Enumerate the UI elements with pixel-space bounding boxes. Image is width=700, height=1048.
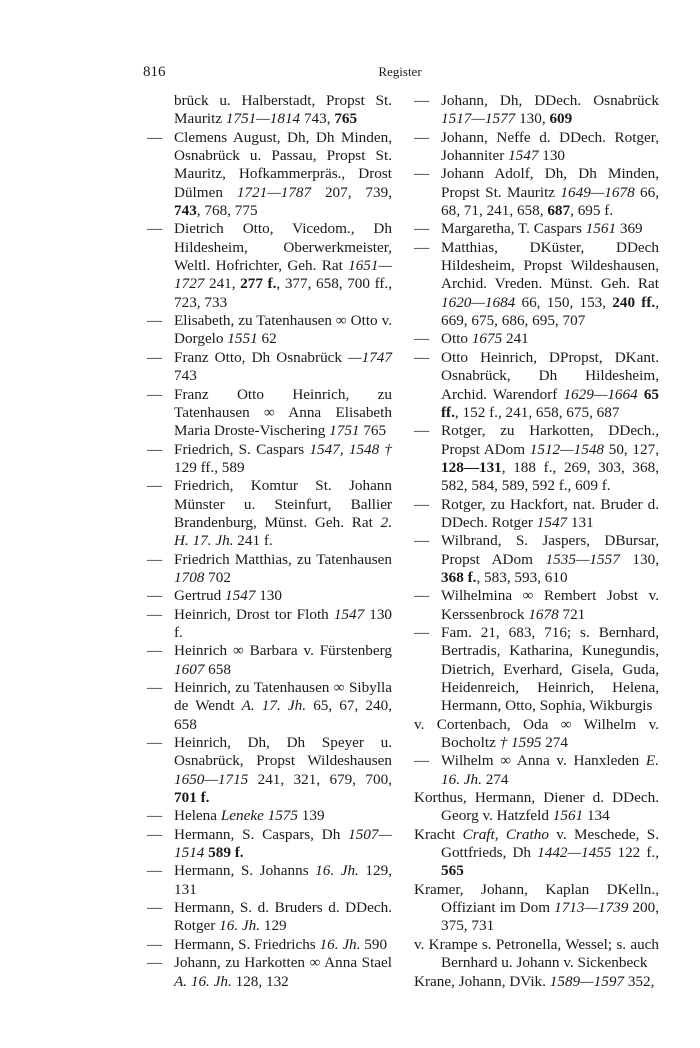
index-entry xyxy=(414,220,659,238)
entry-text: Hermann, S. d. Bruders d. DDech. Rotger 16. Jh. 129 xyxy=(174,899,392,935)
index-entry xyxy=(147,220,392,312)
index-entry xyxy=(414,716,659,753)
index-entry xyxy=(414,422,659,495)
index-entry xyxy=(414,587,659,624)
dash-marker: — xyxy=(414,348,430,366)
dash-marker: — xyxy=(147,954,163,972)
dash-marker: — xyxy=(414,422,430,440)
entry-text: Johann, zu Harkotten ∞ Anna Stael A. 16. Jh. 128, 132 xyxy=(174,954,392,990)
dash-marker: — xyxy=(414,532,430,550)
dash-marker: — xyxy=(147,312,163,330)
index-entry xyxy=(414,973,659,991)
entry-text: v. Krampe s. Petronella, Wessel; s. auch Bernhard u. Johann v. Sickenbeck xyxy=(414,935,659,972)
index-entry xyxy=(147,642,392,679)
index-entry xyxy=(147,936,392,954)
entry-text: Wilhelmina ∞ Rembert Jobst v. Kerssenbrock 1678 721 xyxy=(441,587,659,623)
dash-marker: — xyxy=(147,899,163,917)
dash-marker: — xyxy=(147,642,163,660)
entry-text: Friedrich, S. Caspars 1547, 1548 † 129 ff., 589 xyxy=(174,440,393,476)
dash-marker: — xyxy=(147,440,163,458)
dash-marker: — xyxy=(147,550,163,568)
dash-marker: — xyxy=(414,238,430,256)
entry-text: Margaretha, T. Caspars 1561 369 xyxy=(441,220,643,238)
index-entry xyxy=(414,532,659,587)
index-entry xyxy=(147,349,392,386)
index-entry xyxy=(147,606,392,643)
index-entry xyxy=(414,92,659,129)
entry-text: Heinrich ∞ Barbara v. Fürstenberg 1607 658 xyxy=(174,642,392,678)
entry-text: Hermann, S. Johanns 16. Jh. 129, 131 xyxy=(174,862,392,898)
index-entry xyxy=(414,129,659,166)
index-entry xyxy=(147,954,392,991)
index-entry xyxy=(414,752,659,789)
entry-text: Franz Otto Heinrich, zu Tatenhausen ∞ Anna Elisabeth Maria Droste-Vischering 1751 765 xyxy=(174,385,392,440)
index-entry xyxy=(147,679,392,734)
index-entry xyxy=(147,807,392,825)
dash-marker: — xyxy=(414,623,430,641)
index-entry xyxy=(414,239,659,331)
index-entry xyxy=(414,624,659,716)
entry-text: Heinrich, Drost tor Floth 1547 130 f. xyxy=(174,605,393,641)
dash-marker: — xyxy=(147,587,163,605)
entry-text: Otto 1675 241 xyxy=(441,330,529,348)
entry-text: Hermann, S. Friedrichs 16. Jh. 590 xyxy=(174,935,388,953)
dash-marker: — xyxy=(147,605,163,623)
entry-text: Krane, Johann, DVik. 1589—1597 352, xyxy=(414,972,655,990)
index-column-left xyxy=(147,92,392,991)
entry-text: Johann, Dh, DDech. Osnabrück 1517—1577 130, 609 xyxy=(441,92,659,128)
entry-text: Fam. 21, 683, 716; s. Bernhard, Bertradis, Katharina, Kunegundis, Dietrich, Everhard, Gisela, Guda, Heidenreich, Heinrich, Helena, Hermann, Otto, Sophia, Wikburgis xyxy=(441,623,659,715)
dash-marker: — xyxy=(147,220,163,238)
entry-text: Franz Otto, Dh Osnabrück —1747 743 xyxy=(174,348,392,385)
entry-text: Clemens August, Dh, Dh Minden, Osnabrück u. Passau, Propst St. Mauritz, Hofkammerpräs., Drost Dülmen 1721—1787 207, 739, 743, 768, 775 xyxy=(174,128,392,220)
dash-marker: — xyxy=(414,495,430,513)
running-head: Register xyxy=(378,64,422,79)
index-entry xyxy=(147,441,392,478)
index-entry xyxy=(414,789,659,826)
entry-text: Kramer, Johann, Kaplan DKelln., Offiziant im Dom 1713—1739 200, 375, 731 xyxy=(414,880,660,935)
index-entry xyxy=(414,881,659,936)
index-entry xyxy=(147,862,392,899)
dash-marker: — xyxy=(147,477,163,495)
entry-text: Elisabeth, zu Tatenhausen ∞ Otto v. Dorgelo 1551 62 xyxy=(174,312,392,348)
index-entry xyxy=(147,386,392,441)
dash-marker: — xyxy=(147,862,163,880)
dash-marker: — xyxy=(414,587,430,605)
entry-text: Friedrich Matthias, zu Tatenhausen 1708 702 xyxy=(174,550,392,586)
entry-text: Matthias, DKüster, DDech Hildesheim, Propst Wildeshausen, Archid. Vreden. Münst. Geh. Rat 1620—1684 66, 150, 153, 240 ff., 669, 675, 686, 695, 707 xyxy=(441,238,659,330)
entry-text: Rotger, zu Harkotten, DDech., Propst ADom 1512—1548 50, 127, 128—131, 188 f., 269, 303, 368, 582, 584, 589, 592 f., 609 f. xyxy=(441,422,659,495)
entry-text: v. Cortenbach, Oda ∞ Wilhelm v. Bocholtz † 1595 274 xyxy=(414,715,659,752)
entry-text: Kracht Craft, Cratho v. Meschede, S. Gottfrieds, Dh 1442—1455 122 f., 565 xyxy=(414,825,659,880)
entry-text: brück u. Halberstadt, Propst St. Mauritz 1751—1814 743, 765 xyxy=(174,92,392,128)
dash-marker: — xyxy=(414,220,430,238)
index-entry xyxy=(147,734,392,807)
dash-marker: — xyxy=(147,935,163,953)
index-entry xyxy=(414,936,659,973)
dash-marker: — xyxy=(414,752,430,770)
dash-marker: — xyxy=(147,734,163,752)
entry-text: Gertrud 1547 130 xyxy=(174,587,282,605)
index-entry xyxy=(414,349,659,422)
index-entry xyxy=(414,826,659,881)
index-entry xyxy=(147,587,392,605)
dash-marker: — xyxy=(414,165,430,183)
dash-marker: — xyxy=(147,825,163,843)
index-entry xyxy=(147,826,392,863)
dash-marker: — xyxy=(147,348,163,366)
index-entry xyxy=(414,330,659,348)
index-entry xyxy=(414,496,659,533)
entry-text: Rotger, zu Hackfort, nat. Bruder d. DDech. Rotger 1547 131 xyxy=(441,495,659,531)
dash-marker: — xyxy=(147,807,163,825)
entry-text: Johann Adolf, Dh, Dh Minden, Propst St. Mauritz 1649—1678 66, 68, 71, 241, 658, 687, 695 f. xyxy=(441,165,659,220)
dash-marker: — xyxy=(414,128,430,146)
entry-text: Wilhelm ∞ Anna v. Hanxleden E. 16. Jh. 274 xyxy=(441,752,659,788)
index-entry xyxy=(414,165,659,220)
index-entry xyxy=(147,312,392,349)
dash-marker: — xyxy=(147,128,163,146)
entry-text: Hermann, S. Caspars, Dh 1507—1514 589 f. xyxy=(174,825,392,862)
entry-text: Johann, Neffe d. DDech. Rotger, Johanniter 1547 130 xyxy=(441,128,659,165)
index-entry xyxy=(147,129,392,221)
index-entry xyxy=(147,551,392,588)
dash-marker: — xyxy=(147,679,163,696)
index-entry xyxy=(147,92,392,129)
index-entry xyxy=(147,899,392,936)
entry-text: Korthus, Hermann, Diener d. DDech. Georg v. Hatzfeld 1561 134 xyxy=(414,789,659,825)
entry-text: Heinrich, Dh, Dh Speyer u. Osnabrück, Propst Wildeshausen 1650—1715 241, 321, 679, 700, 701 f. xyxy=(174,734,392,807)
index-column-right xyxy=(414,92,659,991)
entry-text: Heinrich, zu Tatenhausen ∞ Sibylla de Wendt A. 17. Jh. 65, 67, 240, 658 xyxy=(174,679,393,733)
dash-marker: — xyxy=(147,385,163,403)
entry-text: Otto Heinrich, DPropst, DKant. Osnabrück, Dh Hildesheim, Archid. Warendorf 1629—1664 65 ff., 152 f., 241, 658, 675, 687 xyxy=(441,348,660,421)
entry-text: Dietrich Otto, Vicedom., Dh Hildesheim, Oberwerkmeister, Weltl. Hofrichter, Geh. Rat 1651—1727 241, 277 f., 377, 658, 700 ff., 723, 733 xyxy=(174,220,393,311)
entry-text: Helena Leneke 1575 139 xyxy=(174,807,325,825)
dash-marker: — xyxy=(414,330,430,348)
page-number: 816 xyxy=(143,64,166,80)
dash-marker: — xyxy=(414,92,430,109)
entry-text: Wilbrand, S. Jaspers, DBursar, Propst ADom 1535—1557 130, 368 f., 583, 593, 610 xyxy=(441,532,659,586)
index-entry xyxy=(147,477,392,550)
entry-text: Friedrich, Komtur St. Johann Münster u. Steinfurt, Ballier Brandenburg, Münst. Geh. Rat 2. H. 17. Jh. 241 f. xyxy=(174,477,392,550)
